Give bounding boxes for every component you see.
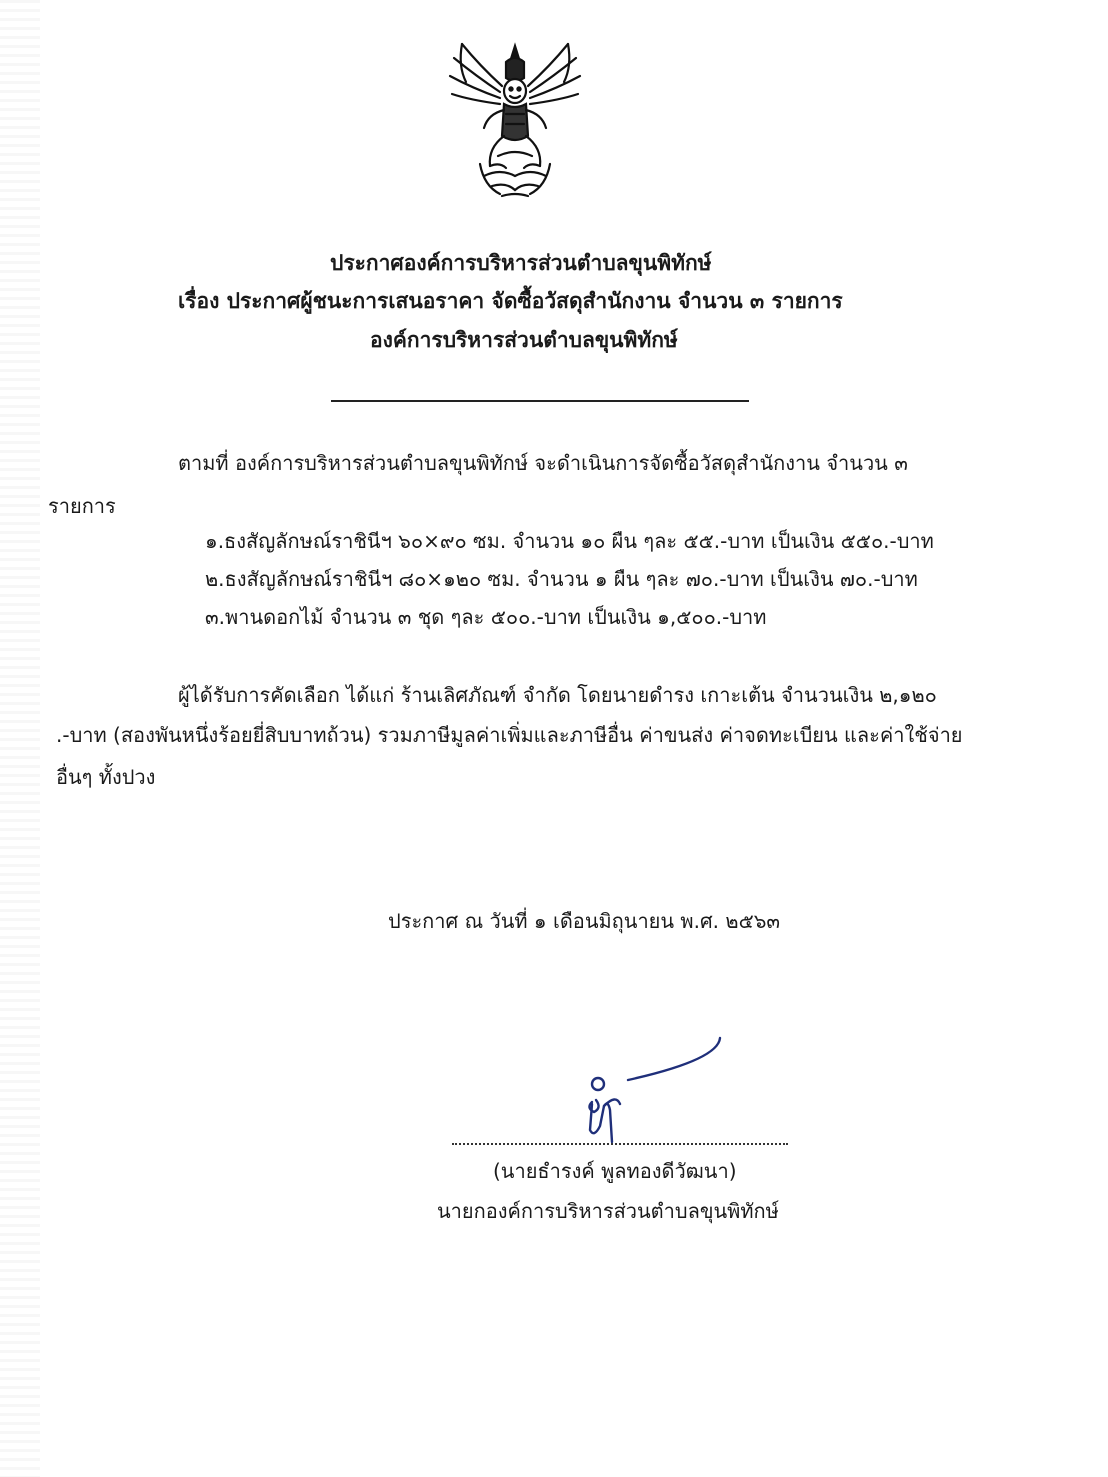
- handwritten-signature: [568, 1030, 728, 1145]
- announcement-title: ประกาศองค์การบริหารส่วนตำบลขุนพิทักษ์: [330, 251, 712, 275]
- organization-name: องค์การบริหารส่วนตำบลขุนพิทักษ์: [370, 328, 678, 352]
- header-divider: [331, 400, 749, 402]
- winner-line-2: .-บาท (สองพันหนึ่งร้อยยี่สิบบาทถ้วน) รวมภาษีมูลค่าเพิ่มและภาษีอื่น ค่าขนส่ง ค่าจดทะเบียน และค่าใช้จ่าย: [56, 723, 963, 747]
- winner-line-3: อื่นๆ ทั้งปวง: [56, 765, 156, 789]
- announcement-date: ประกาศ ณ วันที่ ๑ เดือนมิถุนายน พ.ศ. ๒๕๖๓: [388, 909, 781, 933]
- list-item: ๒.ธงสัญลักษณ์ราชินีฯ ๘๐×๑๒๐ ซม. จำนวน ๑ ผืน ๆละ ๗๐.-บาท เป็นเงิน ๗๐.-บาท: [205, 567, 918, 591]
- signatory-position: นายกองค์การบริหารส่วนตำบลขุนพิทักษ์: [437, 1199, 779, 1223]
- list-item: ๓.พานดอกไม้ จำนวน ๓ ชุด ๆละ ๕๐๐.-บาท เป็นเงิน ๑,๕๐๐.-บาท: [205, 605, 767, 629]
- intro-line-2: รายการ: [48, 494, 116, 518]
- garuda-emblem-icon: [440, 36, 590, 202]
- signatory-name: (นายธำรงค์ พูลทองดีวัฒนา): [493, 1159, 737, 1183]
- signature-line: [452, 1143, 788, 1145]
- winner-line-1: ผู้ได้รับการคัดเลือก ได้แก่ ร้านเลิศภัณฑ์ จำกัด โดยนายดำรง เกาะเต้น จำนวนเงิน ๒,๑๒๐: [178, 683, 937, 707]
- scan-edge-noise: [0, 0, 40, 1477]
- intro-line-1: ตามที่ องค์การบริหารส่วนตำบลขุนพิทักษ์ จะดำเนินการจัดซื้อวัสดุสำนักงาน จำนวน ๓: [178, 451, 908, 475]
- list-item: ๑.ธงสัญลักษณ์ราชินีฯ ๖๐×๙๐ ซม. จำนวน ๑๐ ผืน ๆละ ๕๕.-บาท เป็นเงิน ๕๕๐.-บาท: [205, 529, 934, 553]
- announcement-subject: เรื่อง ประกาศผู้ชนะการเสนอราคา จัดซื้อวัสดุสำนักงาน จำนวน ๓ รายการ: [178, 289, 843, 313]
